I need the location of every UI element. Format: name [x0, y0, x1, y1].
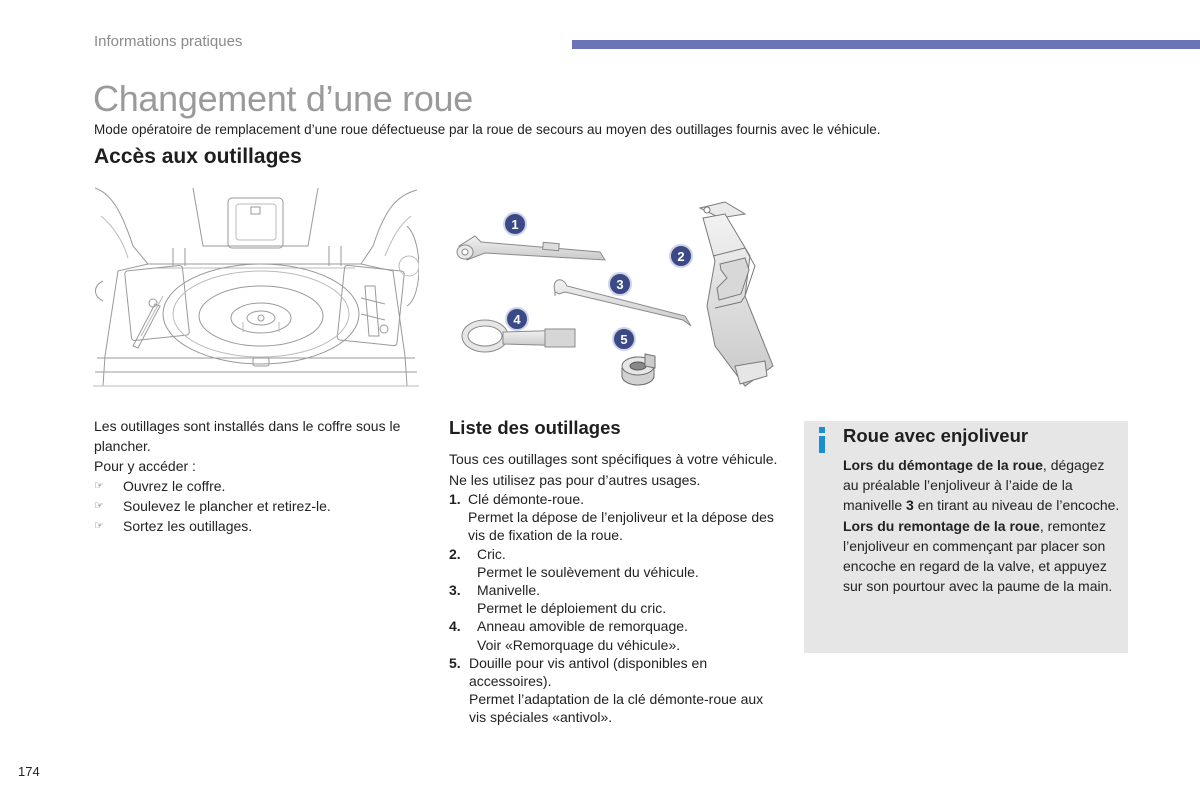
removal-label: Lors du démontage de la roue: [843, 457, 1043, 473]
header-rule: [572, 40, 1200, 49]
removal-text: , dégagez au préalable l’enjoliveur à l’aide de la manivelle: [843, 457, 1105, 514]
page-number: 174: [18, 764, 40, 779]
tools-list-section: [449, 416, 784, 727]
item-name: Douille pour vis antivol (disponibles en accessoires).: [468, 654, 708, 690]
label-2: 2: [677, 249, 685, 264]
wheel-wrench-drawing: [457, 236, 605, 260]
info-box-title: Roue avec enjoliveur: [843, 425, 1029, 446]
list-item: [449, 581, 784, 617]
bullet-text: Sortez les outillages.: [123, 518, 253, 534]
antitheft-socket-drawing: [622, 354, 655, 385]
page-title: Changement d’une roue: [93, 78, 473, 119]
info-icon: [818, 427, 826, 453]
label-badge-1: [504, 213, 526, 235]
item-number: 3.: [449, 582, 461, 599]
list-item: [449, 654, 784, 727]
label-badge-5: [613, 328, 635, 350]
list-item: [94, 496, 424, 516]
removal-text-end: en tirant au niveau de l’encoche.: [913, 497, 1120, 514]
pointing-hand-icon: ☞: [94, 520, 104, 532]
label-badge-2: [670, 245, 692, 267]
item-desc: Permet le déploiement du cric.: [477, 600, 667, 617]
refit-label: Lors du remontage de la roue: [843, 517, 1040, 534]
tools-intro: Tous ces outillages sont spécifiques à votre véhicule. Ne les utilisez pas pour d’autres usages.: [449, 451, 778, 488]
item-number: 2.: [449, 545, 461, 562]
item-name: Manivelle.: [477, 582, 541, 599]
list-item: [449, 617, 784, 653]
item-desc: Permet le soulèvement du véhicule.: [477, 563, 699, 580]
list-item: [449, 490, 784, 545]
refit-text: , remontez l’enjoliveur en commençant par placer son encoche en regard de la valve, et appuyez sur son pourtour avec la paume de la main.: [843, 517, 1113, 595]
label-5: 5: [620, 332, 628, 347]
access-instructions: [94, 416, 424, 536]
info-box-body: [843, 455, 1123, 596]
section-title: Accès aux outillages: [94, 145, 302, 168]
crank-reference: 3: [906, 497, 914, 514]
trunk-illustration: [93, 186, 419, 404]
intro-text: Mode opératoire de remplacement d’une roue défectueuse par la roue de secours au moyen des outillages fournis avec le véhicule.: [94, 122, 881, 137]
item-desc: Voir «Remorquage du véhicule».: [477, 636, 681, 653]
item-number: 1.: [449, 491, 461, 507]
access-lead: Pour y accéder :: [94, 458, 196, 474]
list-item: [94, 516, 424, 536]
label-badge-3: [609, 273, 631, 295]
tools-illustration: [445, 196, 790, 396]
item-name: Cric.: [477, 545, 506, 562]
item-number: 5.: [449, 654, 461, 671]
section-header: Informations pratiques: [94, 33, 243, 50]
list-item: [449, 545, 784, 581]
pointing-hand-icon: ☞: [94, 500, 104, 512]
tools-list-heading: Liste des outillages: [449, 417, 621, 438]
label-4: 4: [513, 312, 521, 327]
item-number: 4.: [449, 618, 461, 635]
label-1: 1: [511, 217, 519, 232]
list-item: [94, 476, 424, 496]
item-name: Anneau amovible de remorquage.: [477, 618, 688, 635]
item-name: Clé démonte-roue.: [468, 491, 584, 507]
label-3: 3: [616, 277, 624, 292]
bullet-text: Ouvrez le coffre.: [123, 478, 226, 494]
pointing-hand-icon: ☞: [94, 480, 104, 492]
jack-drawing: [700, 202, 773, 386]
item-desc: Permet l’adaptation de la clé démonte-roue aux vis spéciales «antivol».: [468, 691, 764, 726]
item-desc: Permet la dépose de l’enjoliveur et la dépose des vis de fixation de la roue.: [468, 509, 774, 544]
label-badge-4: [506, 308, 528, 330]
bullet-text: Soulevez le plancher et retirez-le.: [123, 498, 331, 514]
access-paragraph: Les outillages sont installés dans le coffre sous le plancher.: [94, 418, 401, 454]
